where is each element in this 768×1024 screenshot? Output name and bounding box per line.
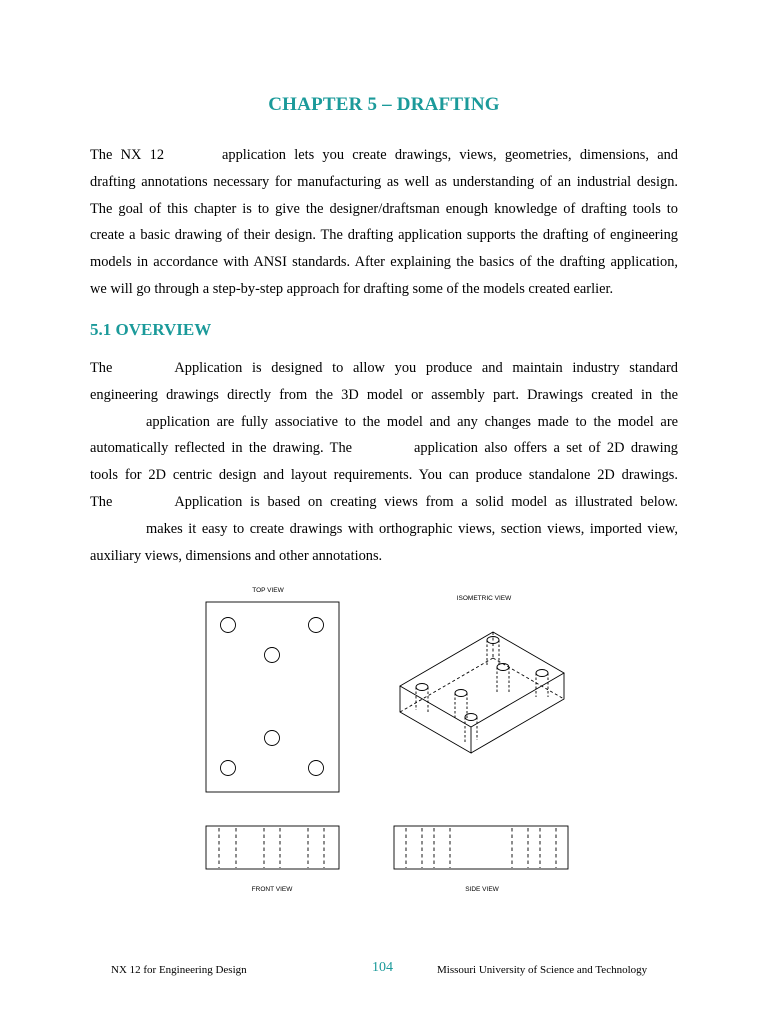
page-number: 104 bbox=[372, 960, 393, 975]
isometric-view-label: ISOMETRIC VIEW bbox=[456, 595, 512, 602]
intro-line-4: create a basic drawing of their design. The drafting application supports the drafting of engineering bbox=[90, 227, 678, 244]
footer-book-title: NX 12 for Engineering Design bbox=[111, 964, 247, 976]
footer-institution: Missouri University of Science and Technology bbox=[437, 964, 648, 976]
overview-line-1: The Application is designed to allow you produce and maintain industry standard bbox=[90, 360, 678, 376]
page-footer bbox=[0, 960, 768, 980]
section-title: 5.1 OVERVIEW bbox=[90, 320, 212, 339]
overview-paragraph bbox=[90, 355, 678, 569]
drafting-views-figure bbox=[190, 580, 590, 900]
top-view-label: TOP VIEW bbox=[252, 587, 284, 594]
overview-line-5: tools for 2D centric design and layout requirements. You can produce standalone 2D drawings. bbox=[90, 467, 678, 484]
isometric-view bbox=[400, 632, 564, 753]
intro-line-3: The goal of this chapter is to give the designer/draftsman enough knowledge of drafting tools to bbox=[90, 200, 678, 217]
top-view bbox=[206, 602, 339, 792]
side-view bbox=[394, 826, 568, 869]
intro-line-5: models in accordance with ANSI standards. After explaining the basics of the drafting application, bbox=[90, 254, 678, 271]
front-view-label: FRONT VIEW bbox=[251, 886, 293, 893]
intro-line-6: we will go through a step-by-step approach for drafting some of the models created earlier. bbox=[90, 280, 614, 297]
chapter-title: CHAPTER 5 – DRAFTING bbox=[268, 94, 500, 115]
overview-line-4: automatically reflected in the drawing. The application also offers a set of 2D drawing bbox=[90, 440, 678, 457]
overview-line-8: auxiliary views, dimensions and other annotations. bbox=[90, 547, 383, 564]
overview-line-2: engineering drawings directly from the 3D model or assembly part. Drawings created in the bbox=[90, 386, 678, 403]
side-view-label: SIDE VIEW bbox=[465, 886, 499, 893]
overview-line-3: application are fully associative to the model and any changes made to the model are bbox=[146, 413, 678, 430]
front-view bbox=[206, 826, 339, 869]
intro-line-2: drafting annotations necessary for manufacturing as well as understanding of an industrial design. bbox=[90, 173, 678, 190]
overview-line-6: The Application is based on creating views from a solid model as illustrated below. bbox=[90, 493, 678, 510]
intro-line-1: The NX 12 application lets you create drawings, views, geometries, dimensions, and bbox=[90, 147, 678, 163]
overview-line-7: makes it easy to create drawings with orthographic views, section views, imported view, bbox=[146, 520, 678, 537]
intro-paragraph bbox=[90, 142, 678, 303]
